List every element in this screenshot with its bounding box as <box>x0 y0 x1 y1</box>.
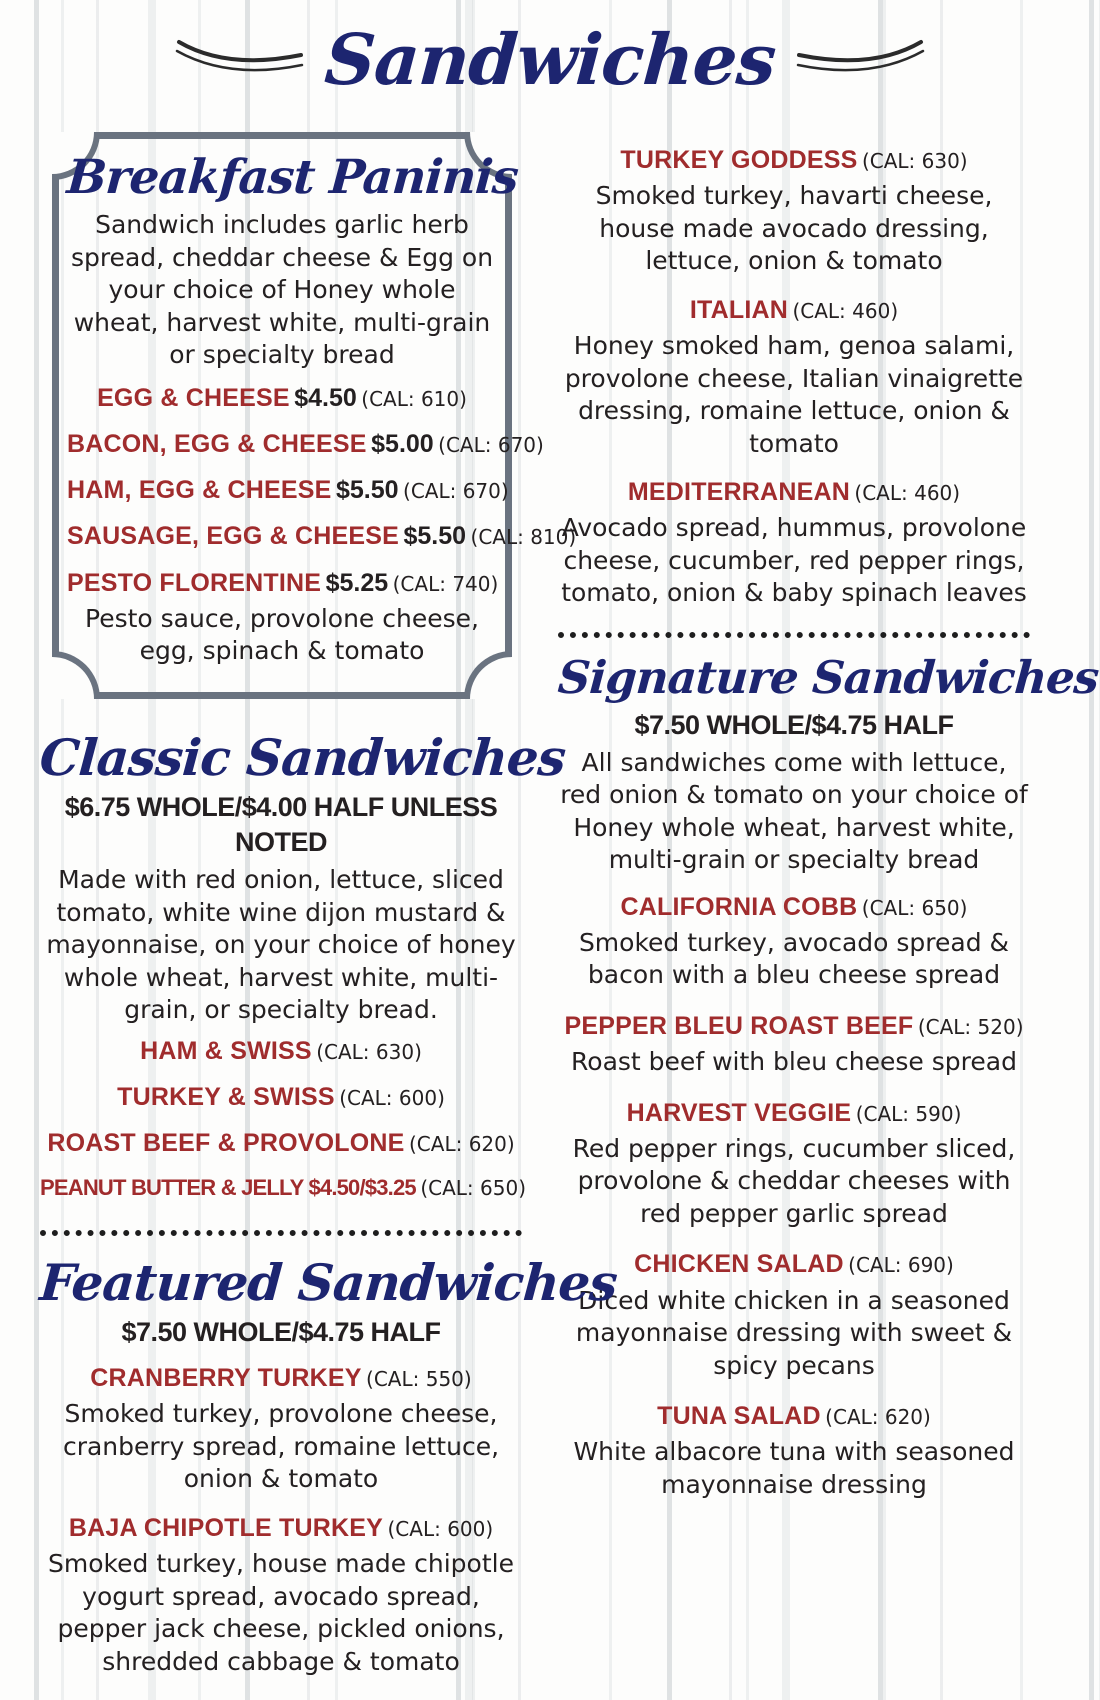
section-description: Sandwich includes garlic herb spread, cheddar cheese & Egg on your choice of Honey whole wheat, harvest white, multi-grain or specialty bread <box>70 210 494 370</box>
section-breakfast-paninis <box>52 132 577 699</box>
menu-item <box>558 292 1030 460</box>
item-name: PEPPER BLEU ROAST BEEF <box>564 1011 914 1040</box>
section-featured-sandwiches <box>37 1252 619 1679</box>
item-calories: (CAL: 650) <box>420 1175 526 1200</box>
item-name: HAM & SWISS <box>140 1036 312 1065</box>
item-calories: (CAL: 620) <box>409 1132 515 1157</box>
item-name: PESTO FLORENTINE <box>67 568 322 597</box>
item-name: HARVEST VEGGIE <box>626 1098 852 1127</box>
menu-item <box>67 380 497 416</box>
item-calories: (CAL: 630) <box>861 149 968 173</box>
menu-item-header <box>40 1033 522 1069</box>
item-calories: (CAL: 550) <box>366 1367 472 1392</box>
menu-item <box>40 1125 522 1161</box>
item-description: White albacore tuna with seasoned mayonnaise dressing <box>573 1437 1015 1499</box>
item-description: Smoked turkey, havarti cheese, house made avocado dressing, lettuce, onion & tomato <box>595 181 993 276</box>
section-title: Classic Sandwiches <box>37 727 568 787</box>
item-name: ROAST BEEF & PROVOLONE <box>47 1129 405 1158</box>
left-column <box>37 118 619 1692</box>
section-title: Signature Sandwiches <box>556 650 1100 704</box>
section-title: Featured Sandwiches <box>37 1252 619 1312</box>
right-column <box>556 118 1100 1692</box>
item-calories: (CAL: 810) <box>470 525 577 550</box>
section-signature-sandwiches <box>556 650 1100 1502</box>
item-description: Smoked turkey, house made chipotle yogurt spread, avocado spread, pepper jack cheese, pickled onions, shredded cabbage & tomato <box>48 1549 514 1676</box>
breakfast-items <box>67 380 577 668</box>
section-pricing: $6.75 WHOLE/$4.00 HALF UNLESS NOTED <box>64 792 498 858</box>
item-calories: (CAL: 620) <box>825 1405 931 1430</box>
section-description: Made with red onion, lettuce, sliced tomato, white wine dijon mustard & mayonnaise, on your choice of honey whole wheat, harvest white, multi-grain, or specialty bread. <box>46 865 516 1025</box>
signature-items <box>558 889 1030 1502</box>
item-price: $5.00 <box>371 429 434 458</box>
menu-item <box>558 1095 1030 1231</box>
menu-item-header <box>67 472 509 508</box>
item-calories: (CAL: 460) <box>792 298 899 323</box>
item-calories: (CAL: 600) <box>387 1516 494 1541</box>
item-name: BAJA CHIPOTLE TURKEY <box>68 1513 384 1542</box>
menu-item-header <box>40 1510 522 1546</box>
dotted-divider <box>40 1230 522 1236</box>
menu-item-header <box>558 474 1030 510</box>
menu-item-header <box>40 1360 522 1396</box>
menu-item <box>558 1246 1030 1382</box>
item-name: CHICKEN SALAD <box>634 1250 844 1279</box>
item-description: Honey smoked ham, genoa salami, provolone cheese, Italian vinaigrette dressing, romaine lettuce, onion & tomato <box>564 331 1024 458</box>
menu-columns <box>0 114 1100 1692</box>
item-price: $4.50 <box>294 383 357 412</box>
menu-item-header <box>67 565 497 601</box>
item-calories: (CAL: 670) <box>403 479 509 504</box>
right-top-items <box>558 142 1030 610</box>
section-pricing: $7.50 WHOLE/$4.75 HALF <box>121 1317 441 1348</box>
item-price: $5.50 <box>403 522 467 551</box>
item-description: Red pepper rings, cucumber sliced, provolone & cheddar cheeses with red pepper garlic spread <box>572 1133 1016 1228</box>
item-name: TUNA SALAD <box>657 1402 821 1431</box>
featured-items <box>40 1360 522 1678</box>
item-calories: (CAL: 630) <box>316 1039 422 1064</box>
item-name: SAUSAGE, EGG & CHEESE <box>67 522 400 551</box>
item-name: PEANUT BUTTER & JELLY $4.50/$3.25 <box>40 1174 416 1200</box>
menu-item <box>558 474 1030 610</box>
page-title: Sandwiches <box>322 18 778 101</box>
item-description: Pesto sauce, provolone cheese, egg, spinach & tomato <box>85 603 479 666</box>
menu-item-header <box>558 1008 1030 1044</box>
item-calories: (CAL: 740) <box>392 571 499 596</box>
menu-item-header <box>67 380 497 416</box>
menu-item <box>558 1398 1030 1501</box>
item-description: Avocado spread, hummus, provolone cheese, cucumber, red pepper rings, tomato, onion & baby spinach leaves <box>561 513 1027 608</box>
item-calories: (CAL: 690) <box>848 1253 954 1278</box>
section-classic-sandwiches <box>37 727 568 1204</box>
menu-item <box>40 1079 522 1115</box>
item-name: ITALIAN <box>689 295 789 324</box>
menu-item-header <box>40 1125 522 1161</box>
item-calories: (CAL: 670) <box>438 432 544 457</box>
item-calories: (CAL: 590) <box>855 1101 962 1126</box>
section-description: All sandwiches come with lettuce, red onion & tomato on your choice of Honey whole wheat, harvest white, multi-grain or specialty bread <box>560 747 1028 875</box>
item-name: EGG & CHEESE <box>97 383 290 412</box>
menu-item-header <box>558 889 1030 925</box>
section-pricing: $7.50 WHOLE/$4.75 HALF <box>634 709 954 740</box>
item-name: TURKEY & SWISS <box>117 1083 335 1112</box>
dotted-divider <box>558 632 1030 638</box>
item-calories: (CAL: 600) <box>339 1086 445 1111</box>
menu-item-header <box>558 142 1030 178</box>
menu-item <box>40 1360 522 1496</box>
menu-item-header <box>558 292 1030 328</box>
section-title: Breakfast Paninis <box>65 150 520 205</box>
menu-item-header <box>558 1095 1030 1131</box>
item-calories: (CAL: 460) <box>854 481 961 505</box>
menu-item <box>40 1510 522 1678</box>
menu-item <box>40 1033 522 1069</box>
item-name: TURKEY GODDESS <box>620 146 858 174</box>
item-description: Roast beef with bleu cheese spread <box>571 1047 1017 1077</box>
menu-item <box>67 518 577 554</box>
menu-item-header <box>558 1398 1030 1434</box>
menu-item-header <box>67 518 577 554</box>
menu-item <box>67 426 544 462</box>
menu-item <box>558 1008 1030 1079</box>
menu-item-header <box>67 426 544 462</box>
flourish-left-icon <box>175 36 305 84</box>
flourish-right-icon <box>795 36 925 84</box>
item-name: MEDITERRANEAN <box>627 478 850 506</box>
item-name: CRANBERRY TURKEY <box>90 1364 362 1393</box>
menu-item <box>67 565 497 668</box>
item-calories: (CAL: 610) <box>361 386 467 411</box>
classic-items <box>40 1033 526 1204</box>
item-name: HAM, EGG & CHEESE <box>67 476 332 505</box>
menu-item-header <box>40 1079 522 1115</box>
item-name: BACON, EGG & CHEESE <box>67 429 367 458</box>
menu-item <box>40 1172 526 1204</box>
page-header <box>0 0 1100 114</box>
item-description: Smoked turkey, provolone cheese, cranberry spread, romaine lettuce, onion & tomato <box>62 1399 500 1494</box>
menu-item-header <box>558 1246 1030 1282</box>
menu-item <box>558 889 1030 992</box>
menu-item <box>67 472 509 508</box>
menu-item <box>558 142 1030 278</box>
menu-item-header <box>40 1172 526 1204</box>
item-name: CALIFORNIA COBB <box>620 892 858 921</box>
item-price: $5.50 <box>336 476 399 505</box>
item-description: Smoked turkey, avocado spread & bacon with a bleu cheese spread <box>578 927 1010 990</box>
item-description: Diced white chicken in a seasoned mayonnaise dressing with sweet & spicy pecans <box>575 1285 1013 1380</box>
item-calories: (CAL: 520) <box>917 1014 1024 1039</box>
item-calories: (CAL: 650) <box>861 895 968 920</box>
item-price: $5.25 <box>325 568 389 597</box>
